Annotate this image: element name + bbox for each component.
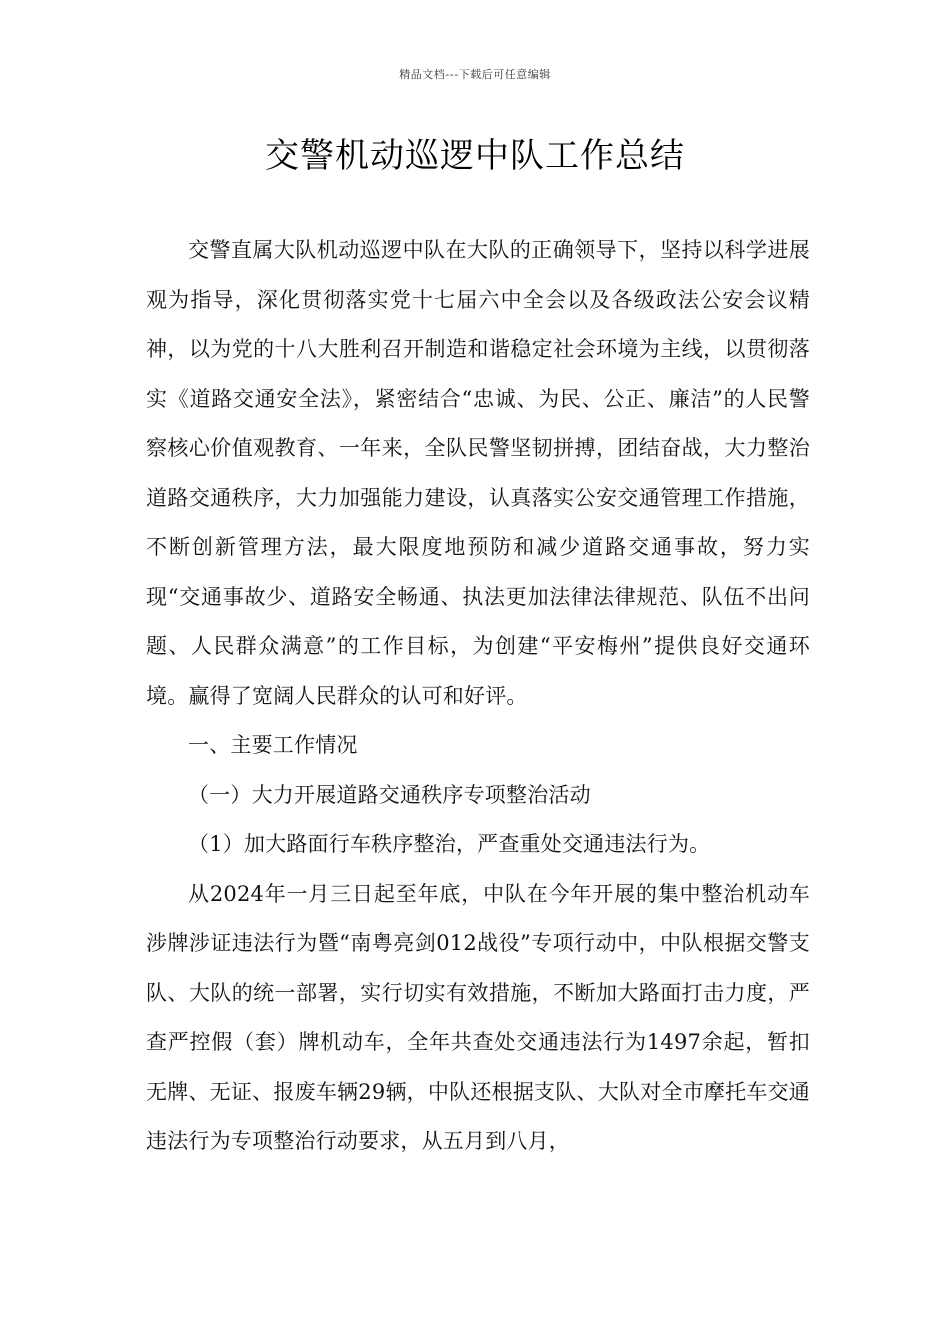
document-body bbox=[146, 226, 810, 1167]
body-paragraph: 从2024年一月三日起至年底，中队在今年开展的集中整治机动车涉牌涉证违法行为暨“南粤亮剑012战役”专项行动中，中队根据交警支队、大队的统一部署，实行切实有效措施，不断加大路面打击力度，严查严控假（套）牌机动车，全年共查处交通违法行为1497余起，暂扣无牌、无证、报废车辆29辆，中队还根据支队、大队对全市摩托车交通违法行为专项整治行动要求，从五月到八月， bbox=[146, 881, 810, 1153]
intro-paragraph: 交警直属大队机动巡逻中队在大队的正确领导下，坚持以科学进展观为指导，深化贯彻落实党十七届六中全会以及各级政法公安会议精神，以为党的十八大胜利召开制造和谐稳定社会环境为主线，以贯彻落实《道路交通安全法》，紧密结合“忠诚、为民、公正、廉洁”的人民警察核心价值观教育、一年来，全队民警坚韧拼搏，团结奋战，大力整治道路交通秩序，大力加强能力建设，认真落实公安交通管理工作措施，不断创新管理方法，最大限度地预防和减少道路交通事故，努力实现“交通事故少、道路安全畅通、执法更加法律法律规范、队伍不出问题、人民群众满意”的工作目标，为创建“平安梅州”提供良好交通环境。赢得了宽阔人民群众的认可和好评。 bbox=[146, 238, 810, 708]
subsection-heading: （一）大力开展道路交通秩序专项整治活动 bbox=[188, 782, 591, 807]
document-title: 交警机动巡逻中队工作总结 bbox=[265, 136, 685, 176]
item-heading: （1）加大路面行车秩序整治，严查重处交通违法行为。 bbox=[188, 832, 711, 856]
section-heading: 一、主要工作情况 bbox=[188, 733, 358, 757]
page-header: 精品文档---下载后可任意编辑 bbox=[399, 68, 551, 81]
